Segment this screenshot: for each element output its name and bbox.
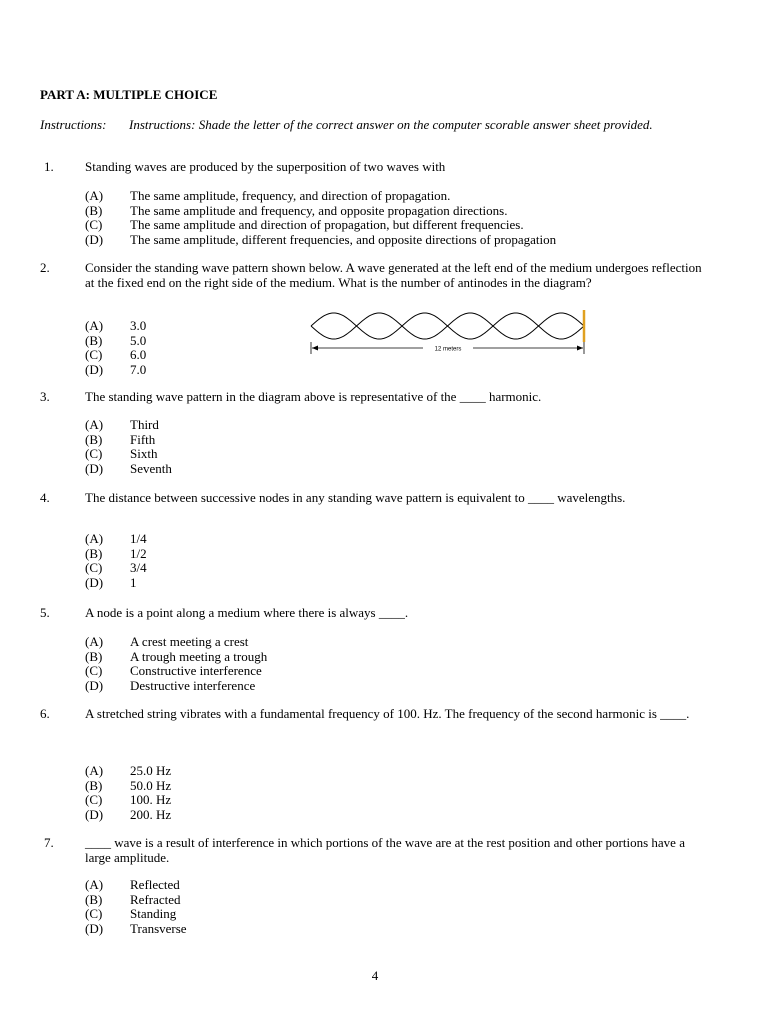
option-text: 3.0 bbox=[130, 318, 147, 333]
option-text: Fifth bbox=[130, 431, 156, 447]
option-text: Standing bbox=[130, 906, 177, 922]
question-stem: A stretched string vibrates with a fundamental frequency of 100. Hz. The frequency of the second harmonic is ____. bbox=[85, 706, 690, 721]
option-letter: (C) bbox=[85, 663, 103, 679]
option-text: Destructive interference bbox=[130, 677, 256, 693]
option-text: A crest meeting a crest bbox=[130, 634, 249, 649]
option-letter: (B) bbox=[85, 202, 103, 218]
question-stem: ____ wave is a result of interference in which portions of the wave are at the rest position and other portions have a large amplitude. bbox=[85, 835, 685, 865]
standing-wave-diagram bbox=[305, 306, 595, 358]
option-text: The same amplitude and direction of propagation, but different frequencies. bbox=[130, 217, 524, 233]
page-number: 4 bbox=[371, 968, 379, 983]
question-number: 3. bbox=[40, 389, 50, 404]
option-text: 100. Hz bbox=[130, 792, 172, 808]
instructions-text: Instructions: Shade the letter of the correct answer on the computer scorable answer sheet provided. bbox=[129, 117, 653, 132]
option-letter: (C) bbox=[85, 217, 103, 233]
option-text: Constructive interference bbox=[130, 663, 262, 679]
option-text: 50.0 Hz bbox=[130, 777, 172, 793]
option-letter: (D) bbox=[85, 920, 104, 936]
option-letter: (D) bbox=[85, 231, 104, 247]
option-text: 5.0 bbox=[130, 332, 147, 348]
option-letter: (C) bbox=[85, 792, 103, 808]
option-text: The same amplitude and frequency, and opposite propagation directions. bbox=[130, 202, 508, 218]
option-text: The same amplitude, frequency, and direction of propagation. bbox=[130, 188, 451, 203]
question-number: 6. bbox=[40, 706, 50, 721]
question-stem: Standing waves are produced by the superposition of two waves with bbox=[85, 159, 446, 174]
question-number: 4. bbox=[40, 490, 50, 505]
option-letter: (D) bbox=[85, 806, 104, 822]
option-letter: (A) bbox=[85, 417, 104, 432]
option-text: A trough meeting a trough bbox=[130, 648, 268, 664]
option-letter: (D) bbox=[85, 460, 104, 476]
question-number: 2. bbox=[40, 260, 50, 275]
option-letter: (B) bbox=[85, 545, 103, 561]
part-heading: PART A: MULTIPLE CHOICE bbox=[40, 87, 218, 102]
option-letter: (B) bbox=[85, 777, 103, 793]
option-letter: (A) bbox=[85, 877, 104, 892]
question-stem: Consider the standing wave pattern shown below. A wave generated at the left end of the medium undergoes reflection at the fixed end on the right side of the medium. What is the number of antinodes in the diagram? bbox=[85, 260, 702, 290]
option-text: 6.0 bbox=[130, 347, 147, 363]
option-text: Seventh bbox=[130, 460, 172, 476]
option-letter: (A) bbox=[85, 531, 104, 546]
question-stem: The standing wave pattern in the diagram above is representative of the ____ harmonic. bbox=[85, 389, 542, 404]
option-text: 3/4 bbox=[130, 560, 147, 576]
option-text: Refracted bbox=[130, 891, 181, 907]
question-number: 5. bbox=[40, 605, 50, 620]
question-number: 7. bbox=[44, 835, 54, 850]
option-letter: (B) bbox=[85, 431, 103, 447]
option-text: 7.0 bbox=[130, 361, 147, 377]
option-text: The same amplitude, different frequencies, and opposite directions of propagation bbox=[130, 231, 557, 247]
option-text: 1/4 bbox=[130, 531, 147, 546]
question-number: 1. bbox=[44, 159, 54, 174]
option-letter: (B) bbox=[85, 332, 103, 348]
option-text: 200. Hz bbox=[130, 806, 172, 822]
option-letter: (A) bbox=[85, 634, 104, 649]
option-text: 1 bbox=[130, 574, 137, 590]
option-letter: (D) bbox=[85, 574, 104, 590]
dimension-label: 12 meters bbox=[434, 346, 462, 353]
option-letter: (B) bbox=[85, 648, 103, 664]
option-letter: (B) bbox=[85, 891, 103, 907]
option-text: Sixth bbox=[130, 446, 158, 462]
option-letter: (C) bbox=[85, 347, 103, 363]
option-letter: (A) bbox=[85, 318, 104, 333]
option-text: Reflected bbox=[130, 877, 180, 892]
option-letter: (C) bbox=[85, 560, 103, 576]
instructions-label: Instructions: bbox=[40, 117, 107, 132]
option-letter: (A) bbox=[85, 188, 104, 203]
question-stem: A node is a point along a medium where there is always ____. bbox=[85, 605, 409, 620]
option-text: 25.0 Hz bbox=[130, 763, 172, 778]
option-letter: (C) bbox=[85, 906, 103, 922]
option-text: 1/2 bbox=[130, 545, 147, 561]
option-letter: (D) bbox=[85, 677, 104, 693]
option-letter: (A) bbox=[85, 763, 104, 778]
option-letter: (D) bbox=[85, 361, 104, 377]
option-letter: (C) bbox=[85, 446, 103, 462]
arrow-right-icon bbox=[577, 346, 583, 351]
arrow-left-icon bbox=[312, 346, 318, 351]
option-text: Transverse bbox=[130, 920, 187, 936]
option-text: Third bbox=[130, 417, 159, 432]
question-stem: The distance between successive nodes in any standing wave pattern is equivalent to ____ wavelengths. bbox=[85, 490, 626, 505]
wave-lower-curve bbox=[311, 313, 584, 339]
